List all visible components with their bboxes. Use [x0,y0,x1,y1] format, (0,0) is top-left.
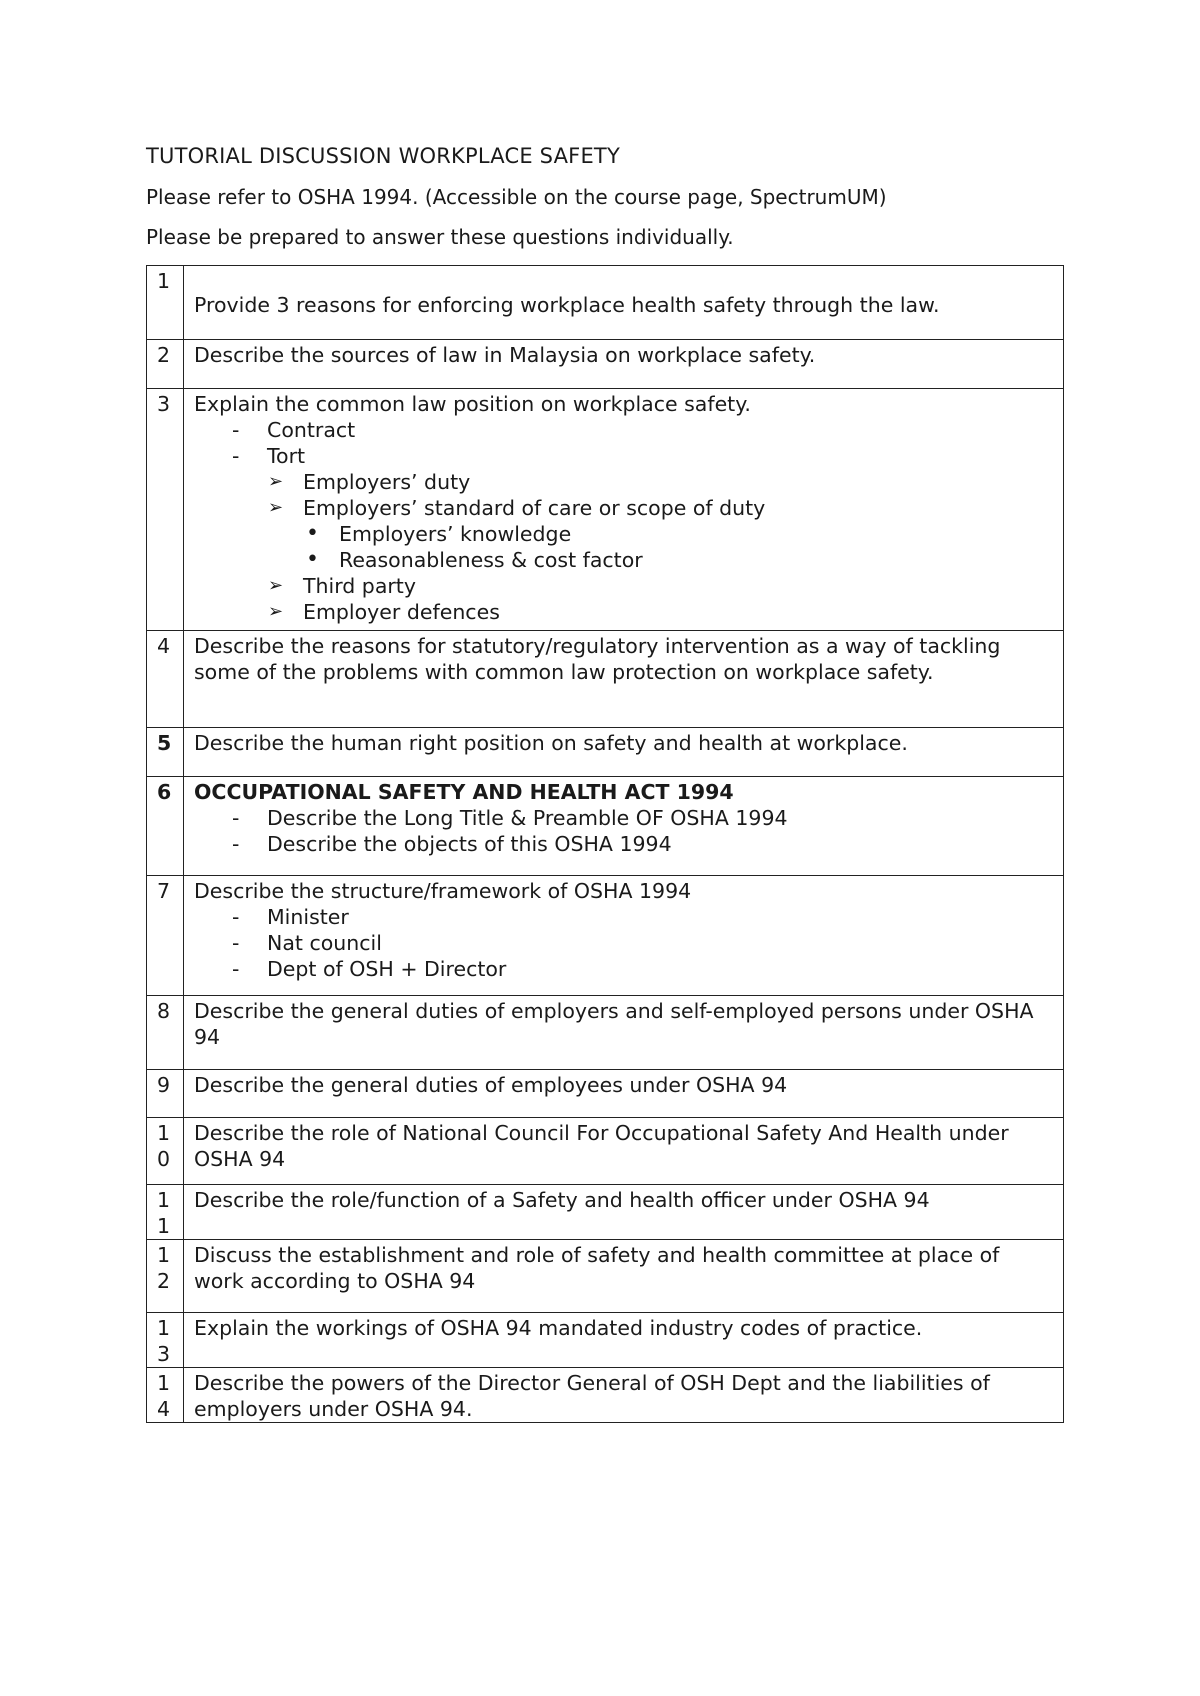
document-title: TUTORIAL DISCUSSION WORKPLACE SAFETY [146,144,620,168]
intro-reference: Please refer to OSHA 1994. (Accessible on the course page, SpectrumUM) [146,185,887,209]
table-row [147,1240,1064,1313]
list-item: • Employers’ knowledge [194,521,1053,547]
arrow-list [194,469,1053,521]
table-row [147,996,1064,1070]
question-text: Describe the sources of law in Malaysia on workplace safety. [184,340,1064,389]
list-item: - Dept of OSH + Director [194,956,1053,982]
table-row [147,777,1064,876]
list-item: - Tort ➢ Employers’ duty ➢ Employers’ standard of care or scope of duty • Employers’ knowledge • Reasonableness & cost factor ➢ Third party ➢ Employer defences [194,443,1053,625]
question-number: 4 [147,631,184,728]
list-item: ➢ Employers’ standard of care or scope of duty [194,495,1053,521]
question-text: Describe the general duties of employers and self-employed persons under OSHA 94 [184,996,1064,1070]
questions-table [146,265,1064,1423]
question-text: Describe the general duties of employees under OSHA 94 [184,1070,1064,1118]
question-heading: Explain the common law position on workplace safety. [194,392,751,416]
question-text [184,777,1064,876]
question-number: 14 [147,1368,184,1423]
table-row [147,631,1064,728]
dash-list [194,805,1053,857]
question-text: Discuss the establishment and role of safety and health committee at place of work according to OSHA 94 [184,1240,1064,1313]
table-row [147,1185,1064,1240]
intro-instruction: Please be prepared to answer these questions individually. [146,225,734,249]
question-text: Explain the workings of OSHA 94 mandated industry codes of practice. [184,1313,1064,1368]
table-row [147,728,1064,777]
question-number: 3 [147,389,184,631]
question-text: Describe the reasons for statutory/regulatory intervention as a way of tackling some of the problems with common law protection on workplace safety. [184,631,1064,728]
table-row [147,266,1064,340]
question-number: 1 [147,266,184,340]
list-item: ➢ Employer defences [194,599,1053,625]
table-row [147,1368,1064,1423]
question-heading: Describe the structure/framework of OSHA 1994 [194,879,692,903]
question-text: Describe the role of National Council For Occupational Safety And Health under OSHA 94 [184,1118,1064,1185]
question-text [184,876,1064,996]
list-item: - Contract [194,417,1053,443]
list-item: - Describe the Long Title & Preamble OF OSHA 1994 [194,805,1053,831]
question-number: 11 [147,1185,184,1240]
bullet-list [194,521,1053,573]
question-text [184,389,1064,631]
list-item: ➢ Employers’ duty [194,469,1053,495]
table-row [147,1313,1064,1368]
question-number: 12 [147,1240,184,1313]
question-text: Describe the role/function of a Safety and health officer under OSHA 94 [184,1185,1064,1240]
table-row [147,1118,1064,1185]
question-number: 10 [147,1118,184,1185]
question-number: 2 [147,340,184,389]
table-row [147,1070,1064,1118]
question-heading: OCCUPATIONAL SAFETY AND HEALTH ACT 1994 [194,780,734,804]
question-text: Provide 3 reasons for enforcing workplace health safety through the law. [184,266,1064,340]
dash-list [194,417,1053,625]
arrow-list [194,573,1053,625]
document-page [146,144,1064,1423]
question-number: 13 [147,1313,184,1368]
question-text: Describe the human right position on safety and health at workplace. [184,728,1064,777]
question-number: 5 [147,728,184,777]
table-row [147,876,1064,996]
list-item: - Nat council [194,930,1053,956]
question-number: 9 [147,1070,184,1118]
list-item: ➢ Third party [194,573,1053,599]
table-row [147,340,1064,389]
question-number: 7 [147,876,184,996]
dash-list [194,904,1053,982]
question-number: 6 [147,777,184,876]
list-item: - Minister [194,904,1053,930]
question-text: Describe the powers of the Director General of OSH Dept and the liabilities of employers under OSHA 94. [184,1368,1064,1423]
question-number: 8 [147,996,184,1070]
list-item: - Describe the objects of this OSHA 1994 [194,831,1053,857]
table-row [147,389,1064,631]
list-item: • Reasonableness & cost factor [194,547,1053,573]
